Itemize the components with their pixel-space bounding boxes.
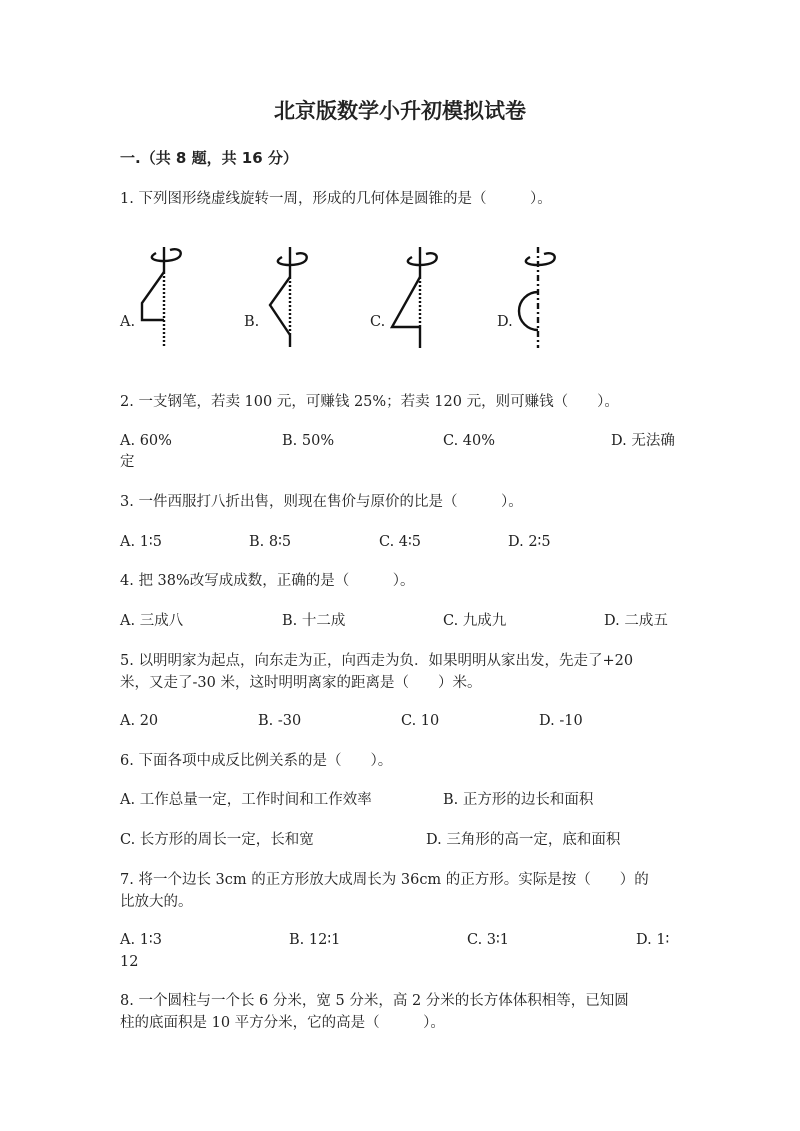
question-4: 4. 把 38%改写成成数，正确的是（ ）。 [120,573,415,589]
figure-c [392,247,437,348]
option-4c: C. 九成九 [443,613,507,629]
question-7-line-1: 7. 将一个边长 3cm 的正方形放大成周长为 36cm 的正方形。实际是按（ ）的 [120,872,649,888]
option-3a: A. 1∶5 [120,534,162,550]
figure-a [142,247,181,346]
option-2d-wrap: 定 [120,454,135,470]
option-4a: A. 三成八 [120,613,184,629]
option-6d: D. 三角形的高一定，底和面积 [426,832,621,848]
option-7a: A. 1∶3 [120,932,162,948]
option-7d-wrap: 12 [120,954,139,970]
option-6b: B. 正方形的边长和面积 [443,792,594,808]
option-6c: C. 长方形的周长一定，长和宽 [120,832,314,848]
question-8-line-1: 8. 一个圆柱与一个长 6 分米，宽 5 分米，高 2 分米的长方体体积相等，已知圆 [120,993,629,1009]
figure-d [519,247,555,348]
option-6a: A. 工作总量一定，工作时间和工作效率 [120,792,372,808]
question-3: 3. 一件西服打八折出售，则现在售价与原价的比是（ ）。 [120,494,523,510]
option-4d: D. 二成五 [604,613,668,629]
question-5-line-1: 5. 以明明家为起点，向东走为正，向西走为负．如果明明从家出发，先走了+20 [120,653,634,669]
option-5d: D. -10 [539,713,583,729]
option-7c: C. 3∶1 [467,932,510,948]
option-1c: C. [370,314,386,330]
option-5a: A. 20 [120,713,159,729]
option-1d: D. [497,314,513,330]
option-7d: D. 1∶ [636,932,670,948]
option-2b: B. 50% [282,433,335,449]
option-3c: C. 4∶5 [379,534,422,550]
option-5b: B. -30 [258,713,302,729]
option-2d: D. 无法确 [611,433,675,449]
option-1a: A. [120,314,136,330]
option-3b: B. 8∶5 [249,534,292,550]
option-2c: C. 40% [443,433,496,449]
question-5-line-2: 米，又走了-30 米，这时明明离家的距离是（ ）米。 [120,675,482,691]
question-6: 6. 下面各项中成反比例关系的是（ ）。 [120,753,393,769]
section-heading: 一.（共 8 题，共 16 分） [120,149,298,167]
option-2a: A. 60% [120,433,172,449]
option-5c: C. 10 [401,713,440,729]
question-8-line-2: 柱的底面积是 10 平方分米，它的高是（ ）。 [120,1015,445,1031]
option-7b: B. 12∶1 [289,932,341,948]
question-1: 1. 下列图形绕虚线旋转一周，形成的几何体是圆锥的是（ ）。 [120,191,552,207]
page-title: 北京版数学小升初模拟试卷 [274,99,526,123]
question-7-line-2: 比放大的。 [120,894,193,910]
question-2: 2. 一支钢笔，若卖 100 元，可赚钱 25%；若卖 120 元，则可赚钱（ ）。 [120,394,619,410]
figure-b [270,247,307,347]
option-3d: D. 2∶5 [508,534,551,550]
option-4b: B. 十二成 [282,613,346,629]
option-1b: B. [244,314,260,330]
